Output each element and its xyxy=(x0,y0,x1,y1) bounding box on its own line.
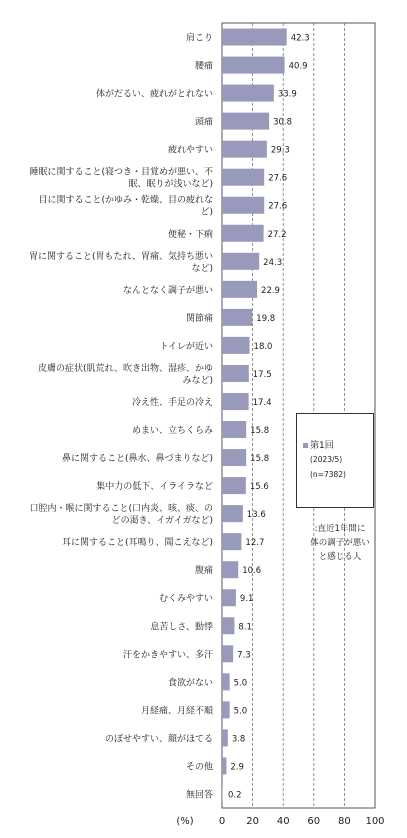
category-label: めまい、立ちくらみ xyxy=(131,426,213,437)
category-label: 集中力の低下、イライラなど xyxy=(96,482,213,493)
category-label: 肩こり xyxy=(185,33,213,44)
legend-series-name: 第1回 xyxy=(310,441,334,451)
value-label: 9.1 xyxy=(239,594,254,605)
category-label: など) xyxy=(191,263,213,274)
legend-swatch xyxy=(303,443,308,448)
bar xyxy=(222,589,236,606)
value-label: 29.3 xyxy=(270,145,290,156)
category-label: 頭痛 xyxy=(194,117,213,128)
bar xyxy=(222,57,285,74)
value-label: 13.6 xyxy=(246,510,266,521)
x-tick-label: 60 xyxy=(307,816,321,827)
bar xyxy=(222,29,287,46)
category-label: 無回答 xyxy=(185,790,213,801)
category-label: 関節痛 xyxy=(185,313,213,324)
legend xyxy=(296,413,374,508)
bar xyxy=(222,421,246,438)
value-label: 24.3 xyxy=(263,257,283,268)
bar xyxy=(222,309,252,326)
value-label: 27.2 xyxy=(267,229,287,240)
bar xyxy=(222,141,267,158)
bar xyxy=(222,785,223,802)
bar xyxy=(222,197,264,214)
bar xyxy=(222,757,226,774)
value-label: 5.0 xyxy=(233,678,248,689)
x-tick-label: 100 xyxy=(365,816,385,827)
bar xyxy=(222,729,228,746)
value-label: 7.3 xyxy=(237,650,251,661)
category-label: みなど) xyxy=(182,375,213,386)
value-label: 42.3 xyxy=(290,33,310,44)
value-label: 27.6 xyxy=(268,173,288,184)
category-label: トイレが近い xyxy=(159,341,213,352)
category-label: 汗をかきやすい、多汗 xyxy=(122,650,213,661)
value-label: 18.0 xyxy=(253,341,273,352)
bar xyxy=(222,253,259,270)
value-label: 0.2 xyxy=(228,790,242,801)
bar xyxy=(222,701,230,718)
category-label: 耳に関すること(耳鳴り、聞こえなど) xyxy=(61,538,213,549)
bar xyxy=(222,561,238,578)
x-tick-label: 80 xyxy=(338,816,351,827)
bar xyxy=(222,85,274,102)
value-label: 22.9 xyxy=(261,285,280,296)
x-tick-label: 20 xyxy=(246,816,259,827)
legend-sample-size: (n=7382) xyxy=(310,470,346,479)
bar xyxy=(222,505,243,522)
bar xyxy=(222,113,269,130)
category-label: 体がだるい、疲れがとれない xyxy=(95,89,213,100)
category-label: 目に関すること(かゆみ・乾燥、目の疲れな xyxy=(38,195,213,206)
category-label: 睡眠に関すること(寝つき・目覚めが悪い、不 xyxy=(29,167,213,178)
category-label: 胃に関すること(胃もたれ、胃痛、気持ち悪い xyxy=(28,251,213,262)
category-label: 皮膚の症状(肌荒れ、吹き出物、湿疹、かゆ xyxy=(37,363,213,374)
bar xyxy=(222,449,246,466)
category-label: ど) xyxy=(200,207,213,218)
bar xyxy=(222,337,250,354)
bar xyxy=(222,477,246,494)
value-label: 27.6 xyxy=(268,201,288,212)
value-label: 15.8 xyxy=(250,454,270,465)
category-label: その他 xyxy=(185,762,213,773)
category-label: 息苦しさ、動悸 xyxy=(150,622,213,633)
value-label: 33.9 xyxy=(277,89,297,100)
value-label: 15.6 xyxy=(249,482,269,493)
category-label: 口腔内・喉に関すること(口内炎、咳、痰、の xyxy=(29,504,213,515)
bar xyxy=(222,533,241,550)
note xyxy=(300,522,380,564)
bar xyxy=(222,365,249,382)
value-label: 5.0 xyxy=(233,706,248,717)
value-label: 8.1 xyxy=(238,622,252,633)
value-label: 19.8 xyxy=(256,313,276,324)
x-tick-label: 40 xyxy=(276,816,290,827)
category-label: 便秘・下痢 xyxy=(167,229,213,240)
category-label: 鼻に関すること(鼻水、鼻づまりなど) xyxy=(61,454,213,465)
value-label: 12.7 xyxy=(245,538,265,549)
category-label: のぼせやすい、顔がほてる xyxy=(104,734,213,745)
bar xyxy=(222,281,257,298)
category-label: 冷え性、手足の冷え xyxy=(131,397,213,408)
legend-date: (2023/5) xyxy=(310,455,343,464)
note-line: :直近1年間に xyxy=(314,524,366,534)
value-label: 40.9 xyxy=(288,61,308,72)
value-label: 2.9 xyxy=(230,762,244,773)
bar xyxy=(222,645,233,662)
category-label: どの渇き、イガイガなど) xyxy=(111,516,213,527)
value-label: 17.5 xyxy=(252,369,272,380)
category-label: 疲れやすい xyxy=(167,145,213,156)
category-label: 眠、眠りが浅いなど) xyxy=(128,179,213,190)
bar xyxy=(222,617,234,634)
bar xyxy=(222,393,249,410)
bar xyxy=(222,673,230,690)
category-label: 食欲がない xyxy=(167,678,213,689)
value-label: 15.8 xyxy=(250,426,270,437)
category-label: 月経痛、月経不順 xyxy=(140,706,213,717)
note-line: と感じる人 xyxy=(318,552,362,562)
category-label: 腹痛 xyxy=(194,566,213,577)
category-label: なんとなく調子が悪い xyxy=(122,285,213,296)
bar xyxy=(222,225,264,242)
x-tick-label: 0 xyxy=(218,816,226,827)
value-label: 3.8 xyxy=(231,734,246,745)
category-label: 腰痛 xyxy=(194,61,213,72)
value-label: 17.4 xyxy=(252,397,272,408)
bar xyxy=(222,169,264,186)
value-label: 30.8 xyxy=(273,117,293,128)
category-label: むくみやすい xyxy=(158,594,213,605)
x-axis-unit-label: (%) xyxy=(176,816,194,827)
note-line: 体の調子が悪い xyxy=(310,538,370,548)
value-label: 10.6 xyxy=(242,566,262,577)
